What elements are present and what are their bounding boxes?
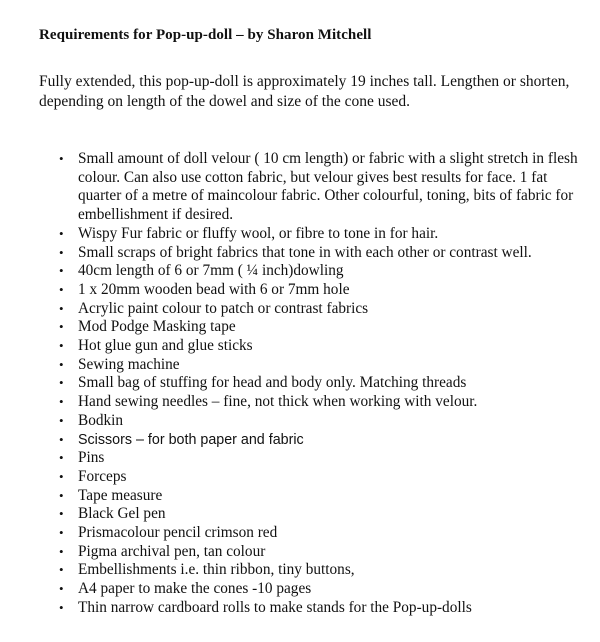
bullet-icon: •	[59, 300, 64, 316]
list-item	[0, 561, 600, 580]
bullet-icon: •	[59, 225, 64, 241]
bullet-icon: •	[59, 356, 64, 372]
bullet-icon: •	[59, 581, 64, 597]
list-item-text: Small bag of stuffing for head and body only. Matching threads	[78, 374, 467, 392]
document-title: Requirements for Pop-up-doll – by Sharon Mitchell	[39, 27, 372, 43]
list-item	[0, 281, 600, 300]
bullet-icon: •	[59, 281, 64, 297]
list-item-text: Mod Podge Masking tape	[78, 318, 236, 336]
list-item-text: A4 paper to make the cones -10 pages	[78, 580, 312, 598]
list-item-text: Pins	[78, 449, 105, 467]
list-item	[0, 505, 600, 524]
list-item-text: Tape measure	[78, 486, 163, 504]
bullet-icon: •	[59, 244, 64, 260]
list-item	[0, 374, 600, 393]
bullet-icon: •	[59, 562, 64, 578]
intro-paragraph: Fully extended, this pop-up-doll is approximately 19 inches tall. Lengthen or shorten, depending on length of the dowel and size of the cone used.	[39, 73, 570, 110]
list-item-text: Pigma archival pen, tan colour	[78, 542, 266, 560]
list-item-text: Sewing machine	[78, 355, 180, 373]
requirements-list	[0, 150, 600, 618]
list-item-text: Black Gel pen	[78, 505, 166, 523]
list-item	[0, 580, 600, 599]
bullet-icon: •	[59, 151, 64, 166]
list-item	[0, 487, 600, 506]
list-item	[0, 150, 600, 225]
bullet-icon: •	[59, 525, 64, 541]
list-item-text: Small scraps of bright fabrics that tone in with each other or contrast well.	[78, 243, 532, 261]
bullet-icon: •	[59, 487, 64, 503]
list-item	[0, 262, 600, 281]
list-item	[0, 244, 600, 263]
list-item	[0, 225, 600, 244]
list-item-text: Bodkin	[78, 411, 124, 429]
list-item-text: Acrylic paint colour to patch or contrast fabrics	[78, 299, 369, 317]
bullet-icon: •	[59, 394, 64, 410]
list-item-text: 1 x 20mm wooden bead with 6 or 7mm hole	[78, 280, 350, 298]
list-item	[0, 356, 600, 375]
bullet-icon: •	[59, 543, 64, 559]
list-item-text: Hot glue gun and glue sticks	[78, 337, 253, 355]
list-item	[0, 543, 600, 562]
bullet-icon: •	[59, 506, 64, 522]
list-item	[0, 300, 600, 319]
list-item-text: 40cm length of 6 or 7mm ( ¼ inch)dowling	[78, 262, 344, 280]
list-item-text: Scissors – for both paper and fabric	[78, 431, 304, 448]
bullet-icon: •	[59, 468, 64, 484]
list-item	[0, 412, 600, 431]
list-item	[0, 524, 600, 543]
list-item-text: Prismacolour pencil crimson red	[78, 524, 278, 542]
bullet-icon: •	[59, 338, 64, 354]
list-item-text: Hand sewing needles – fine, not thick when working with velour.	[78, 393, 478, 411]
list-item	[0, 468, 600, 487]
list-item	[0, 318, 600, 337]
bullet-icon: •	[59, 450, 64, 466]
bullet-icon: •	[59, 431, 64, 447]
bullet-icon: •	[59, 263, 64, 279]
bullet-icon: •	[59, 412, 64, 428]
list-item	[0, 599, 600, 618]
list-item	[0, 337, 600, 356]
list-item-text: Small amount of doll velour ( 10 cm length) or fabric with a slight stretch in flesh colour. Can also use cotton fabric, but velour gives best results for face. 1 fat quarter of a metre of maincolour fabric. Other colourful, toning, bits of fabric for embellishment if desired.	[78, 150, 578, 224]
list-item	[0, 431, 600, 450]
bullet-icon: •	[59, 599, 64, 615]
list-item	[0, 449, 600, 468]
list-item-text: Forceps	[78, 467, 127, 485]
list-item-text: Wispy Fur fabric or fluffy wool, or fibre to tone in for hair.	[78, 224, 439, 242]
list-item-text: Embellishments i.e. thin ribbon, tiny buttons,	[78, 561, 355, 579]
list-item-text: Thin narrow cardboard rolls to make stands for the Pop-up-dolls	[78, 598, 472, 616]
list-item	[0, 393, 600, 412]
bullet-icon: •	[59, 319, 64, 335]
bullet-icon: •	[59, 375, 64, 391]
